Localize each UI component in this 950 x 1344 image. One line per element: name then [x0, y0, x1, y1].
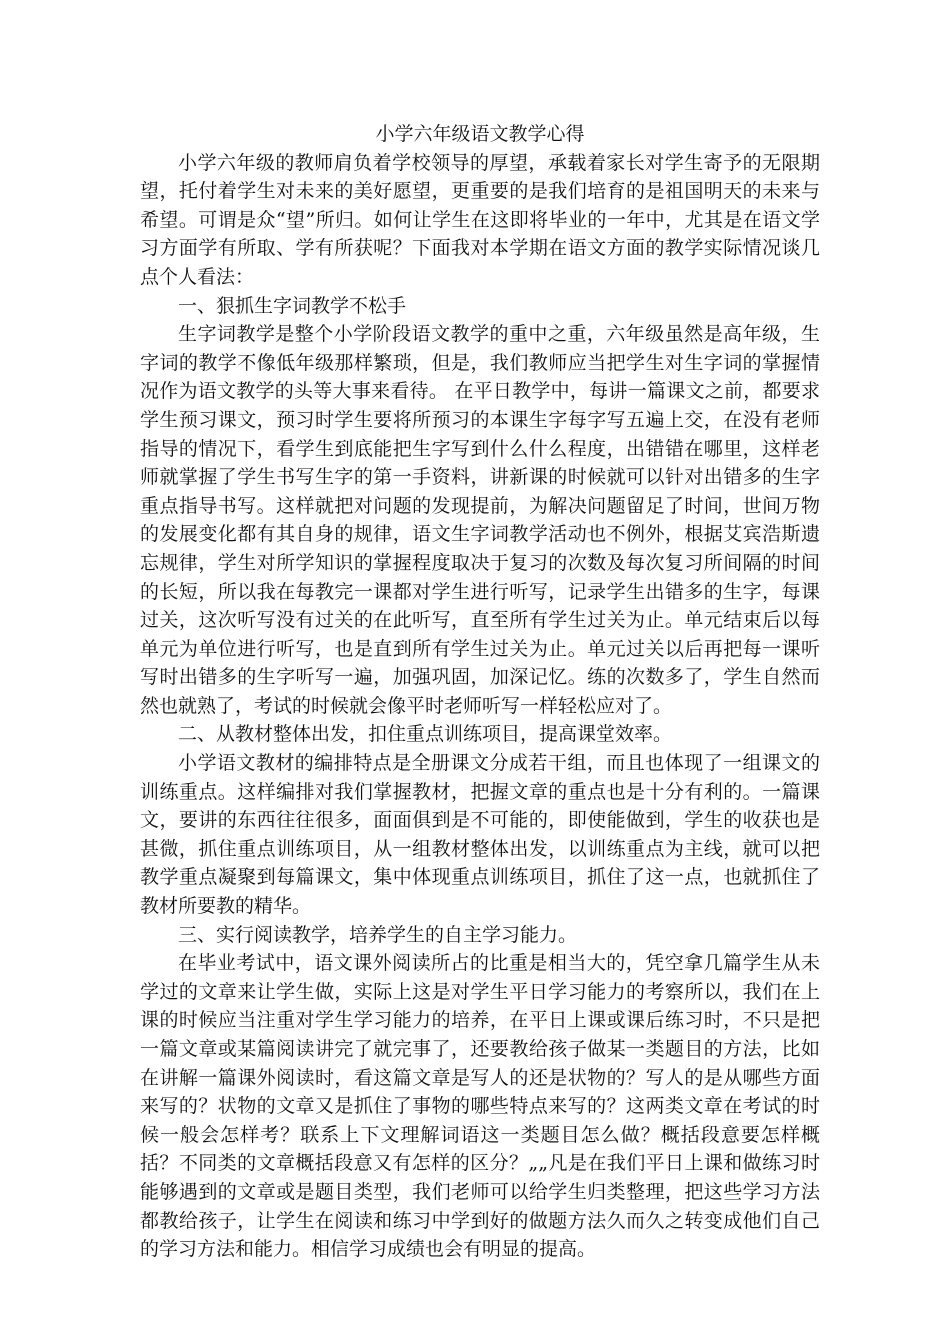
document-body [140, 120, 820, 1264]
intro-paragraph: 小学六年级的教师肩负着学校领导的厚望，承载着家长对学生寄予的无限期望，托付着学生对未来的美好愿望，更重要的是我们培育的是祖国明天的未来与希望。可谓是众“望”所归。如何让学生在这即将毕业的一年中，尤其是在语文学习方面学有所取、学有所获呢？下面我对本学期在语文方面的教学实际情况谈几点个人看法： [140, 151, 820, 288]
section-heading-2: 二、从教材整体出发，扣住重点训练项目，提高课堂效率。 [178, 723, 673, 746]
section-1-paragraph: 生字词教学是整个小学阶段语文教学的重中之重，六年级虽然是高年级，生字词的教学不像低年级那样繁琐，但是，我们教师应当把学生对生字词的掌握情况作为语文教学的头等大事来看待。 在平日教学中，每讲一篇课文之前，都要求学生预习课文，预习时学生要将所预习的本课生字每字写五遍上交，在没有老师指导的情况下，看学生到底能把生字写到什么什么程度，出错错在哪里，这样老师就掌握了学生书写生字的第一手资料，讲新课的时候就可以针对出错多的生字重点指导书写。这样就把对问题的发现提前，为解决问题留足了时间，世间万物的发展变化都有其自身的规律，语文生字词教学活动也不例外，根据艾宾浩斯遗忘规律，学生对所学知识的掌握程度取决于复习的次数及每次复习所间隔的时间的长短，所以我在每教完一课都对学生进行听写，记录学生出错多的生字，每课过关，这次听写没有过关的在此听写，直至所有学生过关为止。单元结束后以每单元为单位进行听写，也是直到所有学生过关为止。单元过关以后再把每一课听写时出错多的生字听写一遍，加强巩固，加深记忆。练的次数多了，学生自然而然也就熟了，考试的时候就会像平时老师听写一样轻松应对了。 [140, 323, 820, 717]
section-3-paragraph: 在毕业考试中，语文课外阅读所占的比重是相当大的，凭空拿几篇学生从未学过的文章来让学生做，实际上这是对学生平日学习能力的考察所以，我们在上课的时候应当注重对学生学习能力的培养，在平日上课或课后练习时，不只是把一篇文章或某篇阅读讲完了就完事了，还要教给孩子做某一类题目的方法，比如在讲解一篇课外阅读时，看这篇文章是写人的还是状物的？写人的是从哪些方面来写的？状物的文章又是抓住了事物的哪些特点来写的？这两类文章在考试的时候一般会怎样考？联系上下文理解词语这一类题目怎么做？概括段意要怎样概括？不同类的文章概括段意又有怎样的区分？„„凡是在我们平日上课和做练习时能够遇到的文章或是题目类型，我们老师可以给学生归类整理，把这些学习方法都教给孩子，让学生在阅读和练习中学到好的做题方法久而久之转变成他们自己的学习方法和能力。相信学习成绩也会有明显的提高。 [140, 952, 820, 1261]
section-heading-1: 一、狠抓生字词教学不松手 [178, 294, 407, 317]
section-heading-3: 三、实行阅读教学，培养学生的自主学习能力。 [178, 923, 578, 946]
document-title: 小学六年级语文教学心得 [375, 123, 585, 145]
section-2-paragraph: 小学语文教材的编排特点是全册课文分成若干组，而且也体现了一组课文的训练重点。这样编排对我们掌握教材，把握文章的重点也是十分有利的。一篇课文，要讲的东西往往很多，面面俱到是不可能的，即使能做到，学生的收获也是甚微，抓住重点训练项目，从一组教材整体出发，以训练重点为主线，就可以把教学重点凝聚到每篇课文，集中体现重点训练项目，抓住了这一点，也就抓住了教材所要教的精华。 [140, 752, 820, 918]
